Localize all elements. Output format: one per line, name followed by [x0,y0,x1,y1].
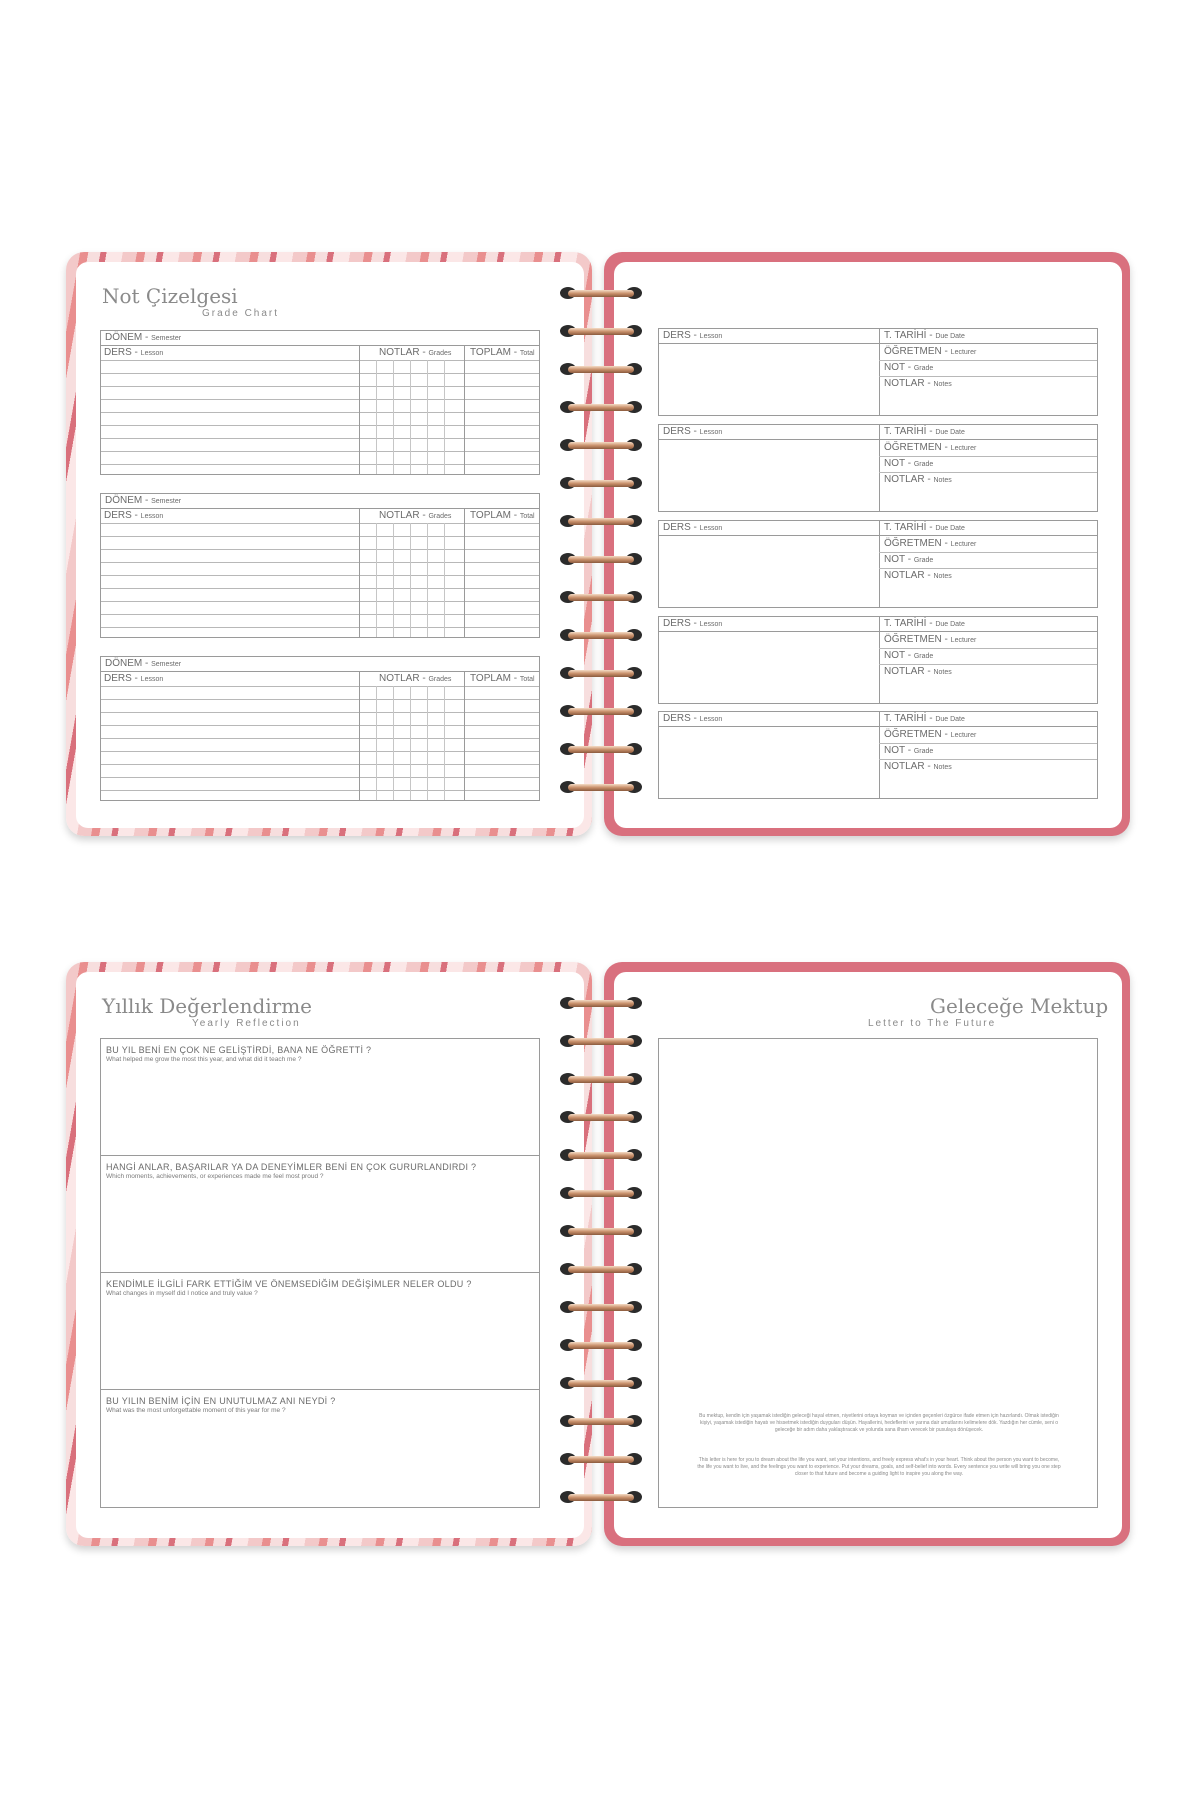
table-row[interactable] [101,360,539,361]
due-tr: T. TARİHİ - [884,713,936,724]
wire-coil [568,1076,634,1083]
lesson-header [101,672,163,686]
total-header [467,672,535,686]
grade-table [100,508,540,638]
lesson-tr: DERS - [104,510,141,521]
total-header [467,509,535,523]
spiral-ring [556,1336,646,1354]
due-tr: T. TARİHİ - [884,618,936,629]
grade-chart-title: Not Çizelgesi [102,284,238,308]
grade-en: Grade [913,365,934,372]
grade-column-divider [464,672,465,800]
lesson-tr: DERS - [104,347,141,358]
notes-en: Notes [933,669,952,676]
spiral-ring [556,1374,646,1392]
field-line [879,568,1097,569]
table-row[interactable] [101,686,539,687]
spiral-ring [556,474,646,492]
lecturer-tr: ÖĞRETMEN - [884,442,951,453]
grade-column-divider [359,672,360,800]
grades-tr: NOTLAR - [379,510,429,521]
wire-coil [568,1380,634,1387]
semester-label[interactable] [100,330,540,345]
reflection-question[interactable] [101,1156,539,1273]
total-en: Total [519,513,535,520]
lesson-label [663,522,722,533]
semester-en: Semester [151,661,182,668]
spiral-ring [556,1108,646,1126]
lesson-en: Lesson [699,429,723,436]
table-row[interactable] [101,699,539,700]
notes-field[interactable] [884,666,952,677]
reflection-question[interactable] [101,1273,539,1390]
notes-tr: NOTLAR - [884,761,934,772]
grade-column-divider [376,523,377,637]
table-row[interactable] [101,386,539,387]
lesson-label [663,330,722,341]
wire-coil [568,366,634,373]
semester-block [100,493,540,638]
wire-coil [568,1228,634,1235]
grade-column-divider [359,346,360,474]
question-tr: HANGİ ANLAR, BAŞARILAR YA DA DENEYİMLER BENİ EN ÇOK GURURLANDIRDI ? [106,1162,477,1172]
semester-tr: DÖNEM - [105,658,152,669]
lecturer-tr: ÖĞRETMEN - [884,729,951,740]
spiral-ring [556,550,646,568]
semester-tr: DÖNEM - [105,332,152,343]
question-en: What helped me grow the most this year, and what did it teach me ? [106,1056,302,1063]
grade-column-divider [464,509,465,637]
semester-tr: DÖNEM - [105,495,152,506]
lecturer-en: Lecturer [950,349,977,356]
question-tr: KENDİMLE İLGİLİ FARK ETTİĞİM VE ÖNEMSEDİĞİM DEĞİŞİMLER NELER OLDU ? [106,1279,472,1289]
grades-tr: NOTLAR - [379,673,429,684]
semester-label[interactable] [100,493,540,508]
total-en: Total [519,676,535,683]
field-line [879,360,1097,361]
grade-en: Grade [913,653,934,660]
grade-column-divider [410,686,411,800]
grade-column-divider [376,686,377,800]
letter-subtitle: Letter to The Future [868,1018,997,1029]
grade-en: Grade [913,557,934,564]
grade-column-divider [393,686,394,800]
notes-field[interactable] [884,378,952,389]
notes-en: Notes [933,573,952,580]
lesson-label [663,713,722,724]
due-tr: T. TARİHİ - [884,426,936,437]
card-divider [879,712,880,798]
due-en: Due Date [935,716,965,723]
field-line [879,552,1097,553]
spiral-ring [556,284,646,302]
wire-coil [568,1266,634,1273]
semester-block [100,656,540,801]
spiral-ring [556,398,646,416]
lesson-en: Lesson [699,621,723,628]
table-row[interactable] [101,575,539,576]
lecturer-field[interactable] [884,442,976,453]
lecturer-field[interactable] [884,538,976,549]
grade-column-divider [410,523,411,637]
table-row[interactable] [101,549,539,550]
grade-column-divider [427,523,428,637]
table-row[interactable] [101,438,539,439]
lecturer-field[interactable] [884,729,976,740]
lesson-en: Lesson [699,333,723,340]
card-top-line [659,631,1097,632]
spiral-ring [556,778,646,796]
grade-column-divider [410,360,411,474]
notes-tr: NOTLAR - [884,570,934,581]
card-divider [879,617,880,703]
question-tr: BU YILIN BENİM İÇİN EN UNUTULMAZ ANI NEYDİ ? [106,1396,336,1406]
table-row[interactable] [101,614,539,615]
wire-coil [568,1494,634,1501]
lecturer-tr: ÖĞRETMEN - [884,634,951,645]
notes-field[interactable] [884,761,952,772]
notes-en: Notes [933,477,952,484]
field-line [879,759,1097,760]
lesson-tr: DERS - [663,330,700,341]
total-tr: TOPLAM - [470,673,520,684]
grade-tr: NOT - [884,745,914,756]
grade-column-divider [427,686,428,800]
lesson-label [663,618,722,629]
letter-intro-en: This letter is here for you to dream about the life you want, set your intentions, and freely express what's in your heart. Think about the person you want to become, the life you want to live, and the feelings you want to experience. Put your dreams, goals, and self-belief into words. Every sentence you write will bring you one step closer to that future and become a guiding light to inspire you along the way. [697,1457,1061,1477]
reflection-subtitle: Yearly Reflection [192,1018,301,1029]
table-row[interactable] [101,712,539,713]
lecturer-field[interactable] [884,346,976,357]
grades-tr: NOTLAR - [379,347,429,358]
letter-intro-tr: Bu mektup, kendin için yaşamak istediğin geleceği hayal etmen, niyetlerini ortaya koyman ve içinden geçenleri özgürce ifade etmen için hazırlandı. Olmak istediğin kişiyi, yaşamak istediğin hayatı ve hissetmek istediğin duyguları düşün. Hayallerini, hedeflerini ve yarına dair umutlarını kelimelere dök. Yazdığın her cümle, seni o geleceğe bir adım daha yaklaştıracak ve yolunda sana ilham verecek bir pusulaya dönüşecek. [699,1413,1059,1433]
wire-coil [568,1038,634,1045]
lesson-tr: DERS - [663,522,700,533]
field-line [879,456,1097,457]
total-header [467,346,535,360]
spiral-ring [556,436,646,454]
grade-tr: NOT - [884,362,914,373]
grade-chart-subtitle: Grade Chart [202,308,280,319]
spiral-ring [556,702,646,720]
lecturer-en: Lecturer [950,637,977,644]
card-top-line [659,343,1097,344]
table-row[interactable] [101,777,539,778]
spiral-ring [556,1412,646,1430]
spiral-ring [556,1222,646,1240]
field-line [879,376,1097,377]
field-line [879,648,1097,649]
notes-field[interactable] [884,474,952,485]
semester-label[interactable] [100,656,540,671]
wire-coil [568,594,634,601]
reflection-title: Yıllık Değerlendirme [102,994,313,1018]
wire-coil [568,442,634,449]
lesson-header [101,346,163,360]
grade-field[interactable] [884,458,933,469]
grades-en: Grades [428,350,452,357]
letter-title: Geleceğe Mektup [930,994,1109,1018]
lecturer-tr: ÖĞRETMEN - [884,346,951,357]
wire-coil [568,1152,634,1159]
card-divider [879,329,880,415]
grade-field[interactable] [884,745,933,756]
semester-en: Semester [151,335,182,342]
grade-tr: NOT - [884,650,914,661]
semester-en: Semester [151,498,182,505]
table-row[interactable] [101,451,539,452]
due-en: Due Date [935,333,965,340]
spiral-ring [556,1146,646,1164]
lecturer-tr: ÖĞRETMEN - [884,538,951,549]
wire-coil [568,518,634,525]
total-en: Total [519,350,535,357]
grade-column-divider [376,360,377,474]
field-line [879,743,1097,744]
card-top-line [659,535,1097,536]
question-en: What changes in myself did I notice and truly value ? [106,1290,258,1297]
card-divider [879,425,880,511]
card-divider [879,521,880,607]
total-tr: TOPLAM - [470,510,520,521]
lesson-tr: DERS - [663,618,700,629]
table-row[interactable] [101,373,539,374]
wire-coil [568,556,634,563]
wire-coil [568,1190,634,1197]
wire-coil [568,1304,634,1311]
grades-en: Grades [428,676,452,683]
spiral-ring [556,1070,646,1088]
total-tr: TOPLAM - [470,347,520,358]
spiral-ring [556,664,646,682]
lesson-en: Lesson [140,350,164,357]
table-row[interactable] [101,751,539,752]
table-row[interactable] [101,588,539,589]
card-top-line [659,726,1097,727]
table-row[interactable] [101,601,539,602]
due-field[interactable] [884,426,965,437]
lecturer-en: Lecturer [950,541,977,548]
table-row[interactable] [101,738,539,739]
table-row[interactable] [101,790,539,791]
table-row[interactable] [101,627,539,628]
lecturer-en: Lecturer [950,732,977,739]
spiral-ring [556,1032,646,1050]
due-en: Due Date [935,525,965,532]
due-tr: T. TARİHİ - [884,522,936,533]
question-en: What was the most unforgettable moment of this year for me ? [106,1407,286,1414]
grade-en: Grade [913,748,934,755]
wire-coil [568,1456,634,1463]
grade-column-divider [359,509,360,637]
grade-tr: NOT - [884,458,914,469]
reflection-box [100,1038,540,1508]
spiral-binding [556,994,646,1514]
lecturer-field[interactable] [884,634,976,645]
table-row[interactable] [101,412,539,413]
card-top-line [659,439,1097,440]
due-field[interactable] [884,522,965,533]
due-field[interactable] [884,713,965,724]
grade-table [100,345,540,475]
wire-coil [568,670,634,677]
reflection-question[interactable] [101,1039,539,1156]
lesson-en: Lesson [140,676,164,683]
lesson-card[interactable] [658,711,1098,799]
table-row[interactable] [101,425,539,426]
grade-column-divider [444,686,445,800]
grade-en: Grade [913,461,934,468]
grades-header [376,672,451,686]
reflection-spread [0,958,1200,1558]
lesson-header [101,509,163,523]
notes-tr: NOTLAR - [884,474,934,485]
spiral-ring [556,322,646,340]
spiral-ring [556,512,646,530]
spiral-ring [556,1450,646,1468]
question-en: Which moments, achievements, or experiences made me feel most proud ? [106,1173,324,1180]
field-line [879,664,1097,665]
spiral-ring [556,1298,646,1316]
lesson-en: Lesson [699,525,723,532]
table-row[interactable] [101,562,539,563]
semester-block [100,330,540,475]
spiral-ring [556,1488,646,1506]
grade-column-divider [393,523,394,637]
grade-tr: NOT - [884,554,914,565]
grade-chart-spread [0,248,1200,848]
wire-coil [568,1000,634,1007]
spiral-ring [556,360,646,378]
due-en: Due Date [935,621,965,628]
spiral-ring [556,1184,646,1202]
wire-coil [568,1418,634,1425]
spiral-ring [556,588,646,606]
wire-coil [568,1342,634,1349]
wire-coil [568,328,634,335]
lesson-tr: DERS - [663,426,700,437]
spiral-ring [556,626,646,644]
spiral-ring [556,740,646,758]
wire-coil [568,708,634,715]
lesson-card[interactable] [658,328,1098,416]
notes-en: Notes [933,764,952,771]
due-field[interactable] [884,618,965,629]
table-row[interactable] [101,399,539,400]
lecturer-en: Lecturer [950,445,977,452]
wire-coil [568,632,634,639]
grades-en: Grades [428,513,452,520]
grade-column-divider [444,523,445,637]
notes-tr: NOTLAR - [884,378,934,389]
wire-coil [568,784,634,791]
grades-header [376,346,451,360]
grade-column-divider [464,346,465,474]
lesson-tr: DERS - [663,713,700,724]
reflection-question[interactable] [101,1390,539,1507]
notes-tr: NOTLAR - [884,666,934,677]
wire-coil [568,290,634,297]
lesson-label [663,426,722,437]
wire-coil [568,480,634,487]
lesson-card[interactable] [658,616,1098,704]
notes-en: Notes [933,381,952,388]
letter-writing-area[interactable] [658,1038,1098,1508]
grade-table [100,671,540,801]
lesson-card[interactable] [658,520,1098,608]
grade-field[interactable] [884,554,933,565]
lesson-card[interactable] [658,424,1098,512]
question-tr: BU YIL BENİ EN ÇOK NE GELİŞTİRDİ, BANA NE ÖĞRETTİ ? [106,1045,372,1055]
due-field[interactable] [884,330,965,341]
lesson-en: Lesson [140,513,164,520]
grades-header [376,509,451,523]
lesson-en: Lesson [699,716,723,723]
due-en: Due Date [935,429,965,436]
spiral-ring [556,994,646,1012]
notes-field[interactable] [884,570,952,581]
grade-field[interactable] [884,650,933,661]
due-tr: T. TARİHİ - [884,330,936,341]
spiral-ring [556,1260,646,1278]
wire-coil [568,404,634,411]
table-row[interactable] [101,536,539,537]
grade-column-divider [427,360,428,474]
wire-coil [568,746,634,753]
grade-column-divider [393,360,394,474]
table-row[interactable] [101,725,539,726]
table-row[interactable] [101,464,539,465]
table-row[interactable] [101,523,539,524]
spiral-binding [556,284,646,804]
grade-field[interactable] [884,362,933,373]
wire-coil [568,1114,634,1121]
lesson-tr: DERS - [104,673,141,684]
field-line [879,472,1097,473]
grade-column-divider [444,360,445,474]
table-row[interactable] [101,764,539,765]
